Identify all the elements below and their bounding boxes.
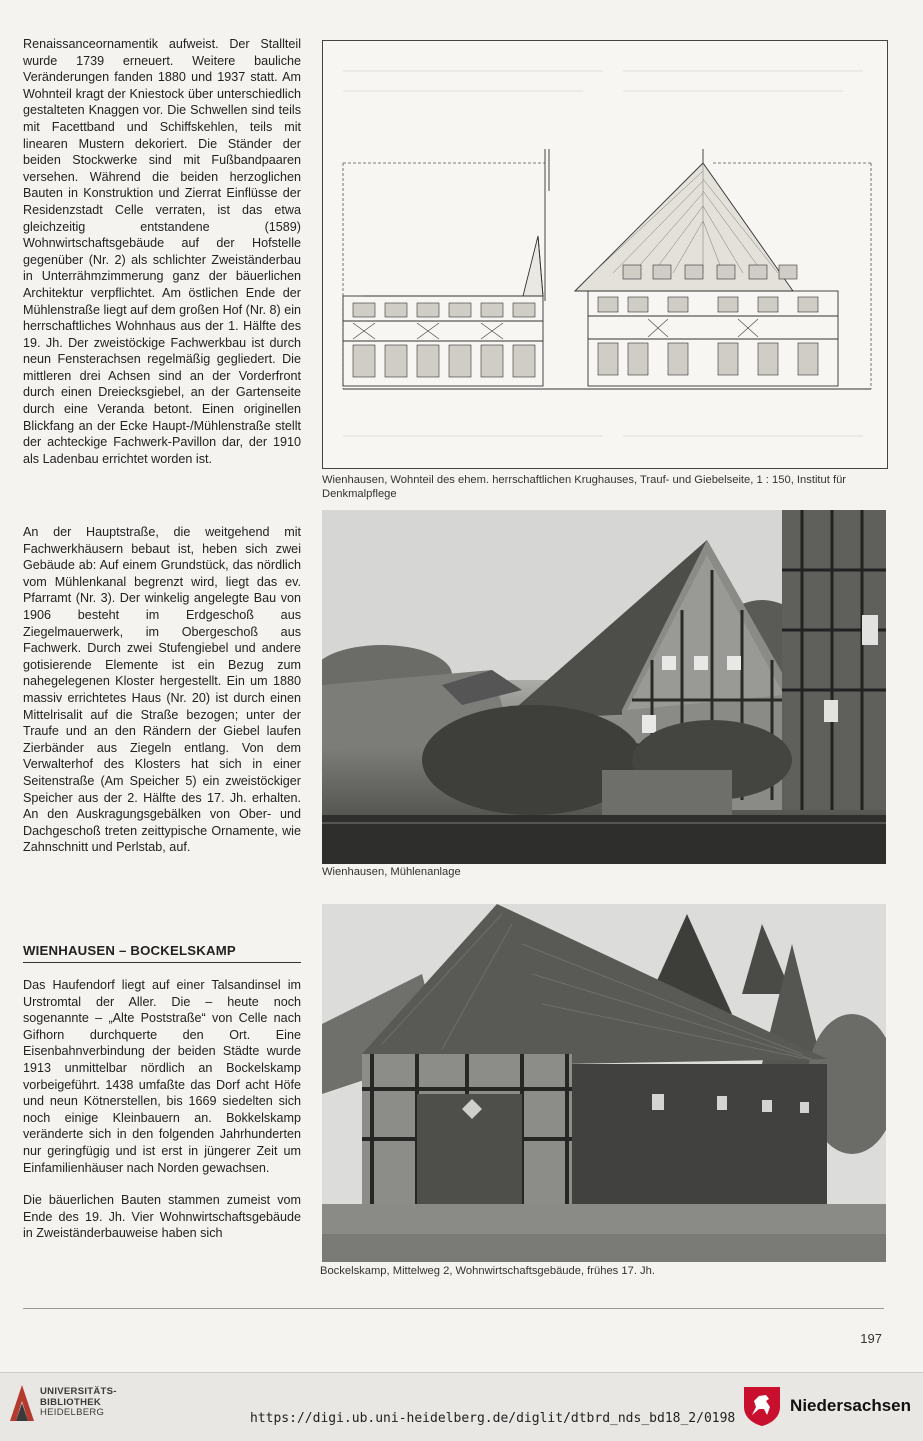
horse-shield-icon [742,1385,782,1427]
figure-1-caption: Wienhausen, Wohnteil des ehem. herrschaftlichen Krughauses, Trauf- und Giebelseite, 1 : 150, Institut für Denkmalpflege [322,474,847,500]
figure-photo-farmhouse [322,904,886,1262]
figure-drawing [322,40,888,469]
library-logo[interactable] [8,1383,117,1423]
library-name: UNIVERSITÄTS- BIBLIOTHEK HEIDELBERG [40,1386,117,1419]
body-paragraph-2: An der Hauptstraße, die weitgehend mit Fachwerkhäusern bebaut ist, heben sich zwei Gebäude ab: Auf einem Grundstück, das nördlich vom Mühlenkanal begrenzt wird, liegt das ev. Pfarramt (Nr. 3). Der winkelig angelegte Bau von 1906 besteht im Erdgeschoß aus Ziegelmauerwerk, im Obergeschoß aus Fachwerk. Durch zwei Stufengiebel und andere gotisierende Elemente ist ein Bezug zum nahegelegenen Kloster hergestellt. Ein um 1880 massiv errichtetes Haus (Nr. 20) ist durch einen Mittelrisalit auf die Straße bezogen; unter der Traufe und an den Rändern der Giebel laufen Zierbänder aus Ziegeln entlang. Von dem Verwalterhof des Klosters hat sich in einer Seitenstraße (Am Speicher 5) ein zweistöckiger Speicher aus der 2. Hälfte des 17. Jh. erhalten. An den Auskragungsgebälken von Ober- und Dachgeschoß treten zeittypische Ornamente, wie Zahnschnitt und Perlstab, auf. [23,525,301,855]
bottom-rule [23,1308,884,1309]
niedersachsen-logo[interactable] [742,1385,911,1427]
farmhouse-photo-svg [322,904,886,1262]
partner-name: Niedersachsen [790,1396,911,1415]
mill-photo-svg [322,510,886,864]
figure-photo-mill [322,510,886,864]
section-heading: WIENHAUSEN – BOCKELSKAMP [23,943,301,963]
body-paragraph-1: Renaissanceornamentik aufweist. Der Stallteil wurde 1739 erneuert. Weitere bauliche Veränderungen fanden 1880 und 1937 statt. Am Wohnteil kragt der Kniestock über unterschiedlich gestalteten Knaggen vor. Die Schwellen sind teils mit Facettband und Schiffskehlen, teils mit linearen Mustern dekoriert. Die Ständer der beiden Stockwerke sind mit Fußbandpaaren versehen. Während die beiden herzoglichen Bauten in Konstruktion und Zierrat Einflüsse der Residenzstadt Celle verraten, ist das etwa gleichzeitig entstandene (1589) Wohnwirtschaftsgebäude auf der Hofstelle gegenüber (Nr. 2) als schlichter Zweiständerbau in Unterrähmzimmerung ganz der bäuerlichen Architektur verpflichtet. Am östlichen Ende der Mühlenstraße liegt auf dem großen Hof (Nr. 8) ein herrschaftliches Wohnhaus aus der 1. Hälfte des 19. Jh. Der zweistöckige Fachwerkbau ist durch neun Fensterachsen regelmäßig gegliedert. Die mittleren drei Achsen sind an der Vorderfront durch einen Dreiecksgiebel, an der Gartenseite durch eine Veranda betont. Einen originellen Blickfang an der Ecke Haupt-/Mühlenstraße stellt der achteckige Fachwerk-Pavillon dar, der 1910 als Ladenbau errichtet worden ist. [23,37,301,466]
page-number: 197 [860,1331,882,1346]
body-paragraph-4: Die bäuerlichen Bauten stammen zumeist vom Ende des 19. Jh. Vier Wohnwirtschaftsgebäude in Zweiständerbauweise haben sich [23,1193,301,1241]
section-heading-wrap [23,943,301,963]
library-crest-icon [8,1383,36,1423]
body-paragraph-3: Das Haufendorf liegt auf einer Talsandinsel im Urstromtal der Aller. Die – heute noch sogenannte – „Alte Poststraße“ von Celle nach Gifhorn durchquerte den Ort. Eine Eisenbahnverbindung der beiden Städte wurde 1913 unmittelbar nördlich an Bockelskamp vorbeigeführt. 1438 umfaßte das Dorf acht Höfe und neun Kötnerstellen, bis 1669 siedelten sich noch einige Kleinbauern an. Bokkelskamp veränderte sich in den folgenden Jahrhunderten nur geringfügig und ist erst in jüngerer Zeit um Einfamilienhäuser nach Norden gewachsen. [23,978,301,1175]
figure-3-caption: Bockelskamp, Mittelweg 2, Wohnwirtschaftsgebäude, frühes 17. Jh. [320,1265,655,1277]
viewer-footer [0,1372,923,1441]
figure-2-caption: Wienhausen, Mühlenanlage [322,866,461,878]
page-url[interactable]: https://digi.ub.uni-heidelberg.de/diglit/dtbrd_nds_bd18_2/0198 [250,1411,736,1426]
elevation-drawing-svg [323,41,887,468]
